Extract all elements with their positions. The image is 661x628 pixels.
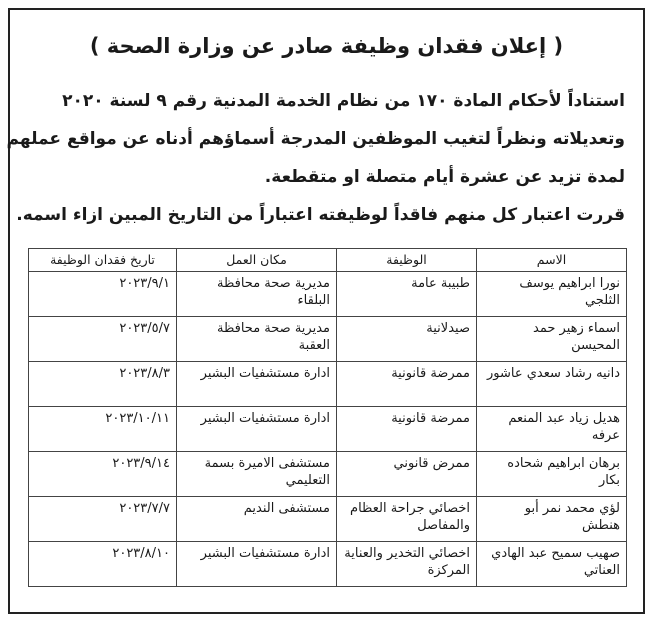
table-row <box>29 542 627 587</box>
cell-date: ٢٠٢٣/١٠/١١ <box>29 407 177 452</box>
header-place: مكان العمل <box>177 249 337 272</box>
cell-job: ممرضة قانونية <box>337 362 477 407</box>
cell-name: هديل زياد عبد المنعم عرفه <box>477 407 627 452</box>
cell-place: مديرية صحة محافظة العقبة <box>177 317 337 362</box>
cell-name: صهيب سميح عبد الهادي العناتي <box>477 542 627 587</box>
cell-place: مستشفى النديم <box>177 497 337 542</box>
table-row <box>29 272 627 317</box>
cell-date: ٢٠٢٣/٩/١٤ <box>29 452 177 497</box>
header-date: تاريخ فقدان الوظيفة <box>29 249 177 272</box>
cell-date: ٢٠٢٣/٥/٧ <box>29 317 177 362</box>
table-row <box>29 317 627 362</box>
cell-job: صيدلانية <box>337 317 477 362</box>
table-row <box>29 497 627 542</box>
cell-job: اخصائي جراحة العظام والمفاصل <box>337 497 477 542</box>
cell-job: اخصائي التخدير والعناية المركزة <box>337 542 477 587</box>
notice-body <box>6 82 625 234</box>
cell-job: ممرضة قانونية <box>337 407 477 452</box>
table-row <box>29 362 627 407</box>
cell-name: لؤي محمد نمر أبو هنطش <box>477 497 627 542</box>
cell-place: ادارة مستشفيات البشير <box>177 362 337 407</box>
notice-title: ( إعلان فقدان وظيفة صادر عن وزارة الصحة ) <box>89 34 564 58</box>
cell-job: طبيبة عامة <box>337 272 477 317</box>
notice-line: قررت اعتبار كل منهم فاقداً لوظيفته اعتباراً من التاريخ المبين ازاء اسمه. <box>16 205 625 225</box>
cell-date: ٢٠٢٣/٩/١ <box>29 272 177 317</box>
notice-line: لمدة تزيد عن عشرة أيام متصلة او متقطعة. <box>264 167 625 187</box>
notice-line: استناداً لأحكام المادة ١٧٠ من نظام الخدمة المدنية رقم ٩ لسنة ٢٠٢٠ <box>62 91 625 111</box>
cell-name: نورا ابراهيم يوسف الثلجي <box>477 272 627 317</box>
table-row <box>29 452 627 497</box>
cell-place: مديرية صحة محافظة البلقاء <box>177 272 337 317</box>
header-job: الوظيفة <box>337 249 477 272</box>
cell-place: ادارة مستشفيات البشير <box>177 542 337 587</box>
cell-job: ممرض قانوني <box>337 452 477 497</box>
cell-place: مستشفى الاميرة بسمة التعليمي <box>177 452 337 497</box>
cell-date: ٢٠٢٣/٧/٧ <box>29 497 177 542</box>
notice-frame <box>8 8 645 614</box>
table-header-row <box>29 249 627 272</box>
cell-name: اسماء زهير حمد المحيسن <box>477 317 627 362</box>
employees-table <box>28 248 627 587</box>
cell-date: ٢٠٢٣/٨/١٠ <box>29 542 177 587</box>
cell-name: دانيه رشاد سعدي عاشور <box>477 362 627 407</box>
cell-date: ٢٠٢٣/٨/٣ <box>29 362 177 407</box>
notice-line: وتعديلاته ونظراً لتغيب الموظفين المدرجة أسماؤهم أدناه عن مواقع عملهم <box>6 129 625 149</box>
cell-place: ادارة مستشفيات البشير <box>177 407 337 452</box>
header-name: الاسم <box>477 249 627 272</box>
cell-name: برهان ابراهيم شحاده بكار <box>477 452 627 497</box>
table-row <box>29 407 627 452</box>
